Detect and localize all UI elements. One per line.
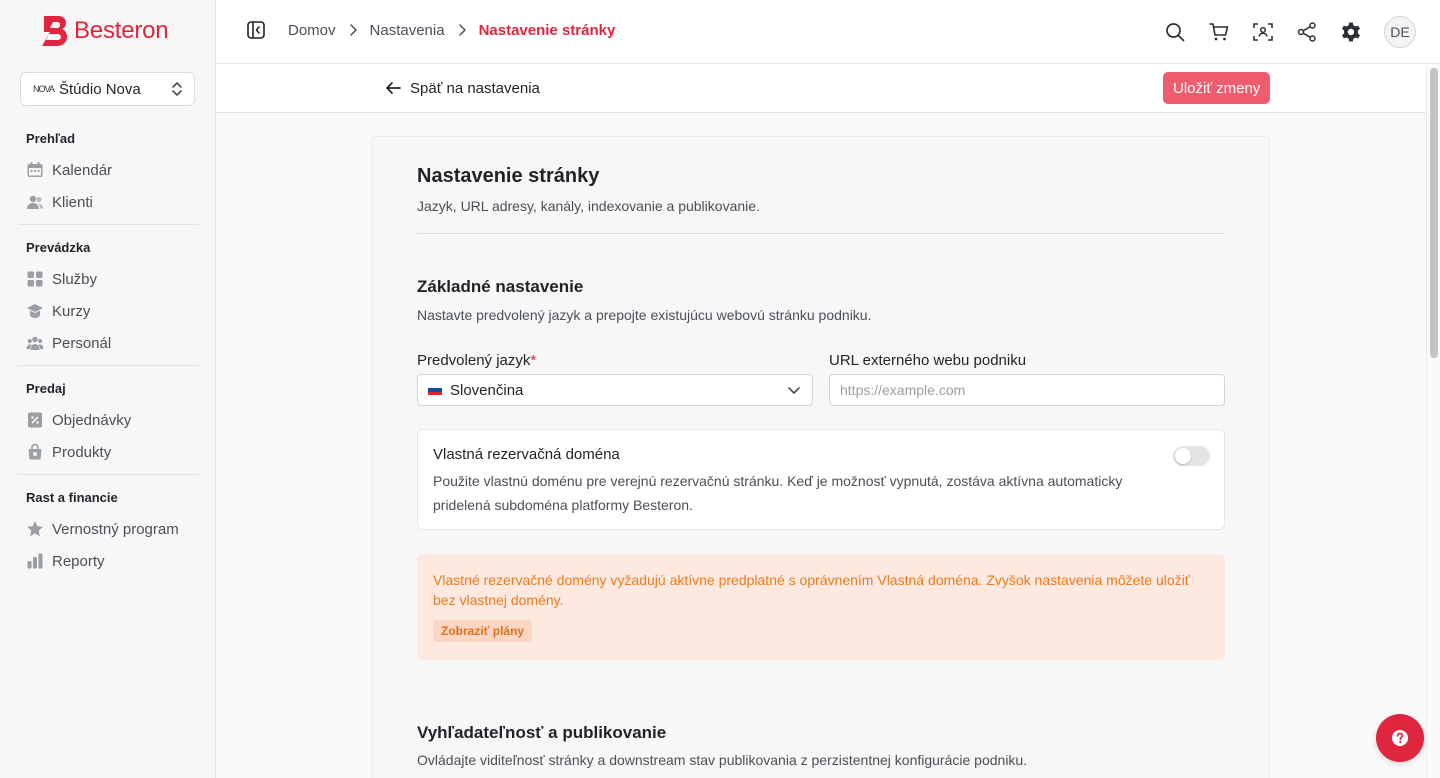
arrow-left-icon [384, 79, 402, 97]
sidebar-divider [18, 474, 199, 475]
sidebar-item-staff[interactable] [26, 332, 111, 354]
main-content [216, 113, 1426, 778]
section-title-sales: Predaj [26, 381, 66, 396]
settings-card [371, 136, 1270, 778]
sidebar-item-label: Vernostný program [52, 520, 179, 538]
besteron-logo-icon [40, 14, 68, 48]
toggle-knob [1175, 448, 1191, 464]
top-bar [216, 0, 1440, 64]
share-icon[interactable] [1296, 21, 1318, 43]
star-icon [26, 520, 44, 538]
page-toolbar [216, 64, 1426, 113]
bar-chart-icon [26, 552, 44, 570]
slovak-flag-icon [428, 385, 442, 395]
workspace-switcher[interactable] [20, 72, 195, 106]
grid-icon [26, 270, 44, 288]
sidebar-item-reports[interactable] [26, 550, 105, 572]
save-changes-button[interactable]: Uložiť zmeny [1163, 72, 1270, 104]
custom-domain-panel [417, 429, 1225, 530]
sidebar-item-label: Služby [52, 270, 98, 288]
custom-domain-toggle[interactable] [1173, 446, 1210, 466]
gear-icon[interactable] [1340, 21, 1362, 43]
avatar[interactable]: DE [1384, 16, 1416, 48]
default-language-select[interactable] [417, 374, 813, 406]
sidebar-item-label: Objednávky [52, 411, 132, 429]
basic-settings-subtitle: Nastavte predvolený jazyk a prepojte existujúcu webovú stránku podniku. [417, 307, 872, 323]
graduation-cap-icon [26, 302, 44, 320]
sidebar-item-calendar[interactable] [26, 159, 112, 181]
sidebar-item-label: Klienti [52, 193, 93, 211]
breadcrumb [246, 20, 615, 40]
team-icon [26, 334, 44, 352]
custom-domain-title: Vlastná rezervačná doména [433, 446, 620, 463]
help-button[interactable] [1376, 714, 1424, 762]
seo-publishing-title: Vyhľadateľnosť a publikovanie [417, 723, 667, 742]
chevron-down-icon [786, 382, 802, 398]
sidebar-item-label: Kalendár [52, 161, 113, 179]
required-marker: * [530, 352, 537, 369]
sidebar-item-label: Reporty [52, 552, 105, 570]
warning-text: Vlastné rezervačné domény vyžadujú aktívne predplatné s oprávnením Vlastná doména. Zvyšok nastavenia môžete uložiť bez vlastnej domény. [433, 572, 1190, 608]
sidebar [0, 0, 216, 778]
chevron-up-down-icon [170, 80, 184, 98]
shopping-bag-icon [26, 443, 44, 461]
default-language-label-text: Predvolený jazyk [417, 352, 531, 369]
view-plans-button[interactable]: Zobraziť plány [433, 620, 532, 642]
default-language-value: Slovenčina [450, 381, 524, 399]
chevron-right-icon [346, 23, 360, 37]
breadcrumb-settings[interactable]: Nastavenia [369, 21, 445, 39]
workspace-name: Štúdio Nova [59, 80, 141, 98]
scrollbar[interactable] [1426, 64, 1440, 778]
brand-name: Besteron [74, 17, 169, 44]
seo-publishing-subtitle: Ovládajte viditeľnosť stránky a downstream stav publikovania z perzistentnej konfigurácie podniku. [417, 752, 1028, 768]
breadcrumb-current: Nastavenie stránky [478, 21, 616, 39]
sidebar-item-label: Personál [52, 334, 112, 352]
default-language-label [417, 352, 536, 369]
page-subtitle: Jazyk, URL adresy, kanály, indexovanie a publikovanie. [417, 198, 760, 214]
section-title-growth: Rast a financie [26, 490, 118, 505]
sidebar-toggle-icon[interactable] [246, 20, 266, 40]
sidebar-item-orders[interactable] [26, 409, 131, 431]
breadcrumb-home[interactable]: Domov [288, 21, 336, 39]
scrollbar-thumb[interactable] [1430, 68, 1438, 358]
back-to-settings-link[interactable] [384, 79, 540, 97]
sidebar-item-services[interactable] [26, 268, 97, 290]
sidebar-item-clients[interactable] [26, 191, 93, 213]
back-label: Späť na nastavenia [410, 79, 540, 97]
external-url-label: URL externého webu podniku [829, 352, 1027, 369]
chevron-right-icon [455, 23, 469, 37]
subscription-warning [417, 554, 1225, 660]
sidebar-item-courses[interactable] [26, 300, 90, 322]
section-title-operations: Prevádzka [26, 240, 91, 255]
users-icon [26, 193, 44, 211]
question-icon [1390, 728, 1410, 748]
section-title-overview: Prehľad [26, 131, 76, 146]
external-url-input[interactable] [829, 374, 1225, 406]
scan-icon[interactable] [1252, 21, 1274, 43]
section-divider [417, 233, 1225, 234]
sidebar-divider [18, 365, 199, 366]
workspace-logo: NOVA [33, 84, 54, 94]
header-actions [1164, 16, 1416, 48]
sidebar-item-label: Kurzy [52, 302, 91, 320]
sidebar-item-products[interactable] [26, 441, 111, 463]
search-icon[interactable] [1164, 21, 1186, 43]
custom-domain-description: Použite vlastnú doménu pre verejnú rezervačnú stránku. Keď je možnosť vypnutá, zostáva aktívna automaticky pridelená subdoména platformy Besteron. [433, 473, 1123, 513]
sidebar-item-label: Produkty [52, 443, 112, 461]
calendar-icon [26, 161, 44, 179]
page-title: Nastavenie stránky [417, 165, 600, 187]
sidebar-item-loyalty[interactable] [26, 518, 179, 540]
receipt-icon [26, 411, 44, 429]
basic-settings-title: Základné nastavenie [417, 277, 584, 296]
brand-logo[interactable] [40, 14, 168, 48]
cart-icon[interactable] [1208, 21, 1230, 43]
sidebar-divider [18, 224, 199, 225]
